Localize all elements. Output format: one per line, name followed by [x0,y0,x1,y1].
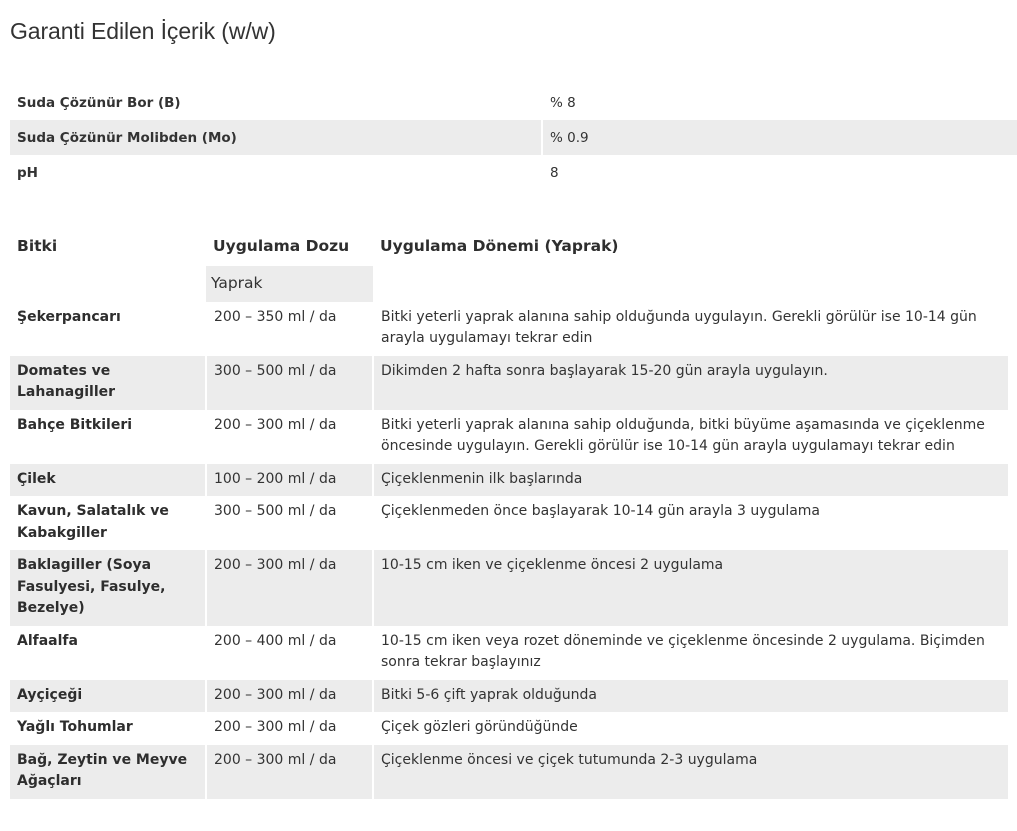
subheader-yaprak: Yaprak [206,266,373,302]
nutrient-value: 8 [542,155,1017,190]
plant-name: Bahçe Bitkileri [17,416,133,433]
application-period: 10-15 cm iken veya rozet döneminde ve çiçeklenme öncesinde 2 uygulama. Biçimden sonra tekrar başlayınız [381,632,985,670]
application-period: Çiçeklenme öncesi ve çiçek tutumunda 2-3 uygulama [373,745,1008,799]
dose-value: 200 – 300 ml / da [206,680,373,713]
dose-value: 200 – 300 ml / da [206,550,373,626]
plant-name: Domates ve Lahanagiller [10,356,206,410]
plant-name: Ayçiçeği [10,680,206,713]
plant-name: Bağ, Zeytin ve Meyve Ağaçları [10,745,206,799]
table-row [10,745,1008,799]
table-row [10,85,1017,120]
table-row [10,550,1008,626]
table-row [10,626,1008,680]
application-period: Çiçeklenmenin ilk başlarında [373,464,1008,497]
application-period: Dikimden 2 hafta sonra başlayarak 15-20 gün arayla uygulayın. [373,356,1008,410]
dose-value: 200 – 300 ml / da [206,410,373,464]
header-plant: Bitki [17,237,58,255]
nutrient-name: Suda Çözünür Molibden (Mo) [10,120,542,155]
plant-name: Yağlı Tohumlar [17,719,133,735]
application-period: Bitki 5-6 çift yaprak olduğunda [373,680,1008,713]
table-row [10,464,1008,497]
table-row [10,496,1008,550]
table-row [10,302,1008,356]
application-table [10,228,1008,799]
plant-name: Baklagiller (Soya Fasulyesi, Fasulye, Bezelye) [10,550,206,626]
dose-value: 200 – 300 ml / da [206,712,373,745]
dose-value: 300 – 500 ml / da [206,496,373,550]
header-period: Uygulama Dönemi (Yaprak) [380,237,619,255]
table-header-row [10,228,1008,266]
plant-name: Şekerpancarı [17,308,121,325]
subheader-blank [10,266,206,302]
table-row [10,356,1008,410]
header-dose: Uygulama Dozu [213,237,350,255]
nutrient-value: % 0.9 [542,120,1017,155]
plant-name: Kavun, Salatalık ve Kabakgiller [17,503,169,541]
application-period: 10-15 cm iken ve çiçeklenme öncesi 2 uygulama [373,550,1008,626]
dose-value: 200 – 400 ml / da [206,626,373,680]
nutrient-name: pH [17,164,38,181]
application-period: Çiçeklenmeden önce başlayarak 10-14 gün arayla 3 uygulama [381,503,821,519]
application-period: Bitki yeterli yaprak alanına sahip olduğunda, bitki büyüme aşamasında ve çiçeklenme öncesinde uygulayın. Gerekli görülür ise 10-14 gün arayla uygulamayı tekrar edin [381,416,985,454]
table-row [10,410,1008,464]
table-row [10,120,1017,155]
plant-name: Çilek [10,464,206,497]
table-row [10,155,1017,190]
subheader-blank [373,266,1008,302]
page-title: Garanti Edilen İçerik (w/w) [10,18,276,44]
plant-name: Alfaalfa [17,632,78,649]
nutrient-name: Suda Çözünür Bor (B) [17,94,181,111]
dose-value: 300 – 500 ml / da [206,356,373,410]
table-row [10,712,1008,745]
dose-value: 100 – 200 ml / da [206,464,373,497]
application-period: Bitki yeterli yaprak alanına sahip olduğunda uygulayın. Gerekli görülür ise 10-14 gün arayla uygulamayı tekrar edin [381,308,977,346]
table-row [10,680,1008,713]
dose-value: 200 – 300 ml / da [206,745,373,799]
guaranteed-content-table [10,85,1017,190]
application-period: Çiçek gözleri göründüğünde [381,719,578,735]
nutrient-value: % 8 [542,85,1017,120]
table-subheader-row [10,266,1008,302]
dose-value: 200 – 350 ml / da [206,302,373,356]
